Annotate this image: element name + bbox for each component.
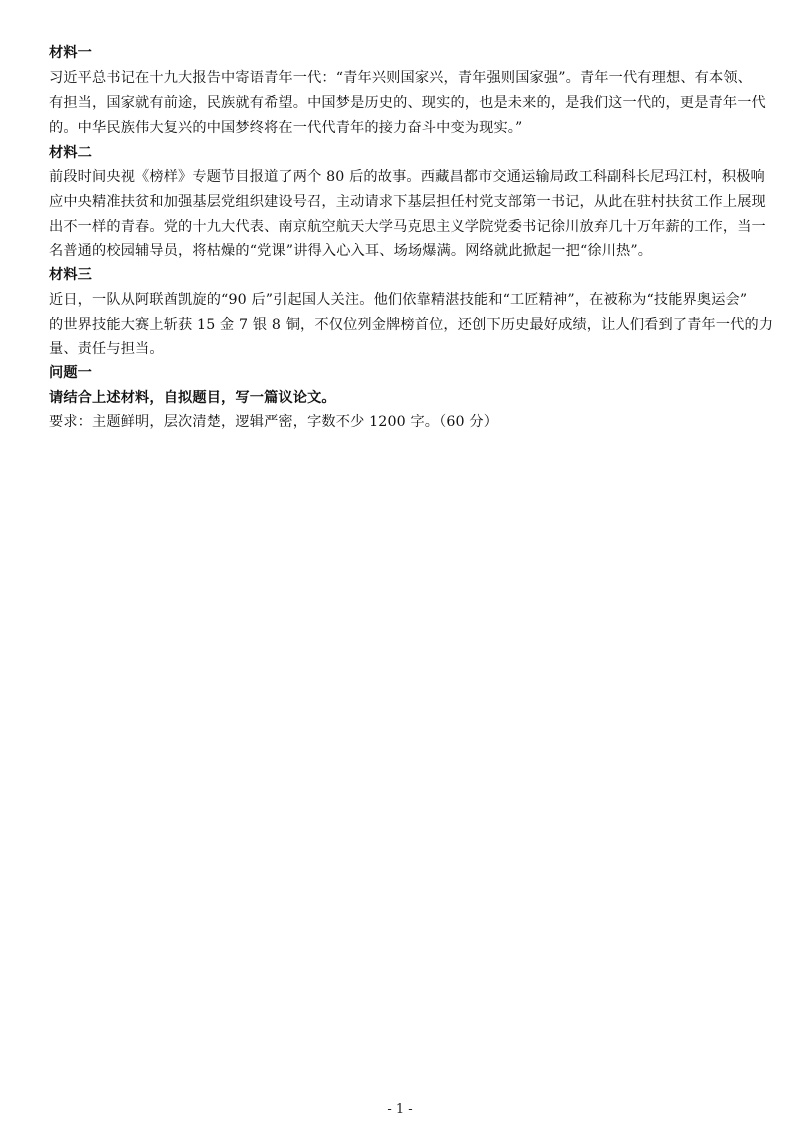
material1-heading: 材料一 [49,45,93,61]
material1-line-1: 习近平总书记在十九大报告中寄语青年一代：“青年兴则国家兴，青年强则国家强”。青年一代有理想、有本领、 [49,70,753,86]
material2-heading: 材料二 [49,145,93,161]
material1-line-3: 的。中华民族伟大复兴的中国梦终将在一代代青年的接力奋斗中变为现实。” [49,120,523,136]
material2-line-2: 应中央精准扶贫和加强基层党组织建设号召，主动请求下基层担任村党支部第一书记，从此在驻村扶贫工作上展现 [49,194,766,210]
material3-line-2: 的世界技能大赛上斩获 15 金 7 银 8 铜，不仅位列金牌榜首位，还创下历史最好成绩，让人们看到了青年一代的力 [49,317,774,333]
document-page [49,0,774,1131]
material2-line-4: 名普通的校园辅导员，将枯燥的“党课”讲得入心入耳、场场爆满。网络就此掀起一把“徐川热”。 [49,243,653,259]
material3-line-3: 量、责任与担当。 [49,341,164,357]
material2-line-3: 出不一样的青春。党的十九大代表、南京航空航天大学马克思主义学院党委书记徐川放弃几十万年薪的工作，当一 [49,219,766,235]
material2-line-1: 前段时间央视《榜样》专题节目报道了两个 80 后的故事。西藏昌都市交通运输局政工科副科长尼玛江村，积极响 [49,169,765,185]
material1-line-2: 有担当，国家就有前途，民族就有希望。中国梦是历史的、现实的，也是未来的，是我们这一代的，更是青年一代 [49,95,766,111]
material3-line-1: 近日，一队从阿联酋凯旋的“90 后”引起国人关注。他们依靠精湛技能和“工匠精神”，在被称为“技能界奥运会” [49,292,748,308]
question1-requirements: 要求：主题鲜明，层次清楚，逻辑严密，字数不少 1200 字。（60 分） [49,414,499,430]
page-number: - 1 - [387,1102,413,1117]
material3-heading: 材料三 [49,267,93,283]
question1-prompt: 请结合上述材料，自拟题目，写一篇议论文。 [49,390,336,406]
question1-heading: 问题一 [49,365,93,381]
